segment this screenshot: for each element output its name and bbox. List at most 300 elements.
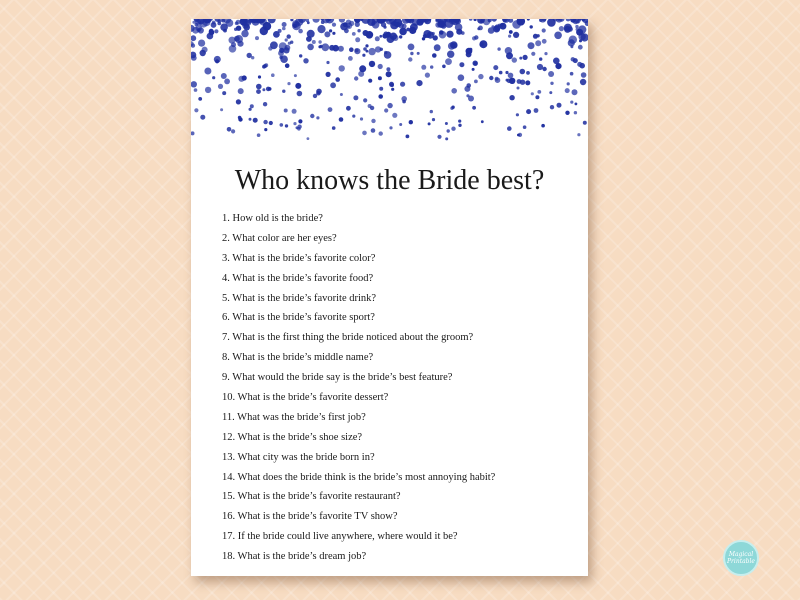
confetti-dot [527, 19, 530, 21]
confetti-dot [224, 79, 230, 85]
confetti-dot [542, 28, 546, 32]
confetti-dot [221, 73, 227, 79]
confetti-dot [299, 54, 302, 57]
question-item: 1. How old is the bride? [222, 213, 323, 224]
confetti-dot [306, 36, 312, 42]
confetti-dot [191, 81, 197, 87]
confetti-dot [507, 79, 512, 84]
confetti-dot [295, 83, 301, 89]
confetti-dot [399, 35, 402, 38]
confetti-dot [458, 120, 461, 123]
confetti-dot [316, 89, 322, 95]
confetti-dot [430, 110, 433, 113]
confetti-dot [423, 30, 431, 38]
confetti-dot [575, 103, 578, 106]
confetti-dot [520, 69, 526, 75]
confetti-dot [383, 26, 386, 29]
confetti-dot [264, 128, 267, 131]
confetti-dot [577, 133, 580, 136]
confetti-dot [451, 127, 455, 131]
confetti-dot [384, 51, 392, 59]
confetti-dot [360, 117, 363, 120]
confetti-dot [386, 32, 392, 38]
confetti-dot [238, 116, 242, 120]
confetti-dot [430, 65, 433, 68]
confetti-dot [285, 38, 288, 41]
confetti-dot [349, 47, 354, 52]
confetti-dot [202, 47, 208, 53]
confetti-dot [287, 34, 291, 38]
confetti-dot [578, 45, 583, 50]
confetti-dot [288, 42, 291, 45]
confetti-dot [366, 31, 374, 39]
card-title: Who knows the Bride best? [234, 165, 545, 196]
confetti-dot [512, 57, 517, 62]
question-item: 13. What city was the bride born in? [222, 451, 375, 463]
confetti-dot [474, 80, 478, 84]
confetti-dot [528, 42, 535, 49]
question-item: 18. What is the bride’s dream job? [222, 551, 367, 563]
confetti-dot [406, 135, 410, 139]
confetti-dot [416, 80, 422, 86]
confetti-dot [249, 108, 252, 111]
confetti-dot [541, 124, 545, 128]
confetti-dot [326, 72, 331, 77]
confetti-dot [390, 83, 394, 87]
confetti-dot [191, 35, 196, 41]
confetti-dot [459, 62, 464, 67]
confetti-dot [194, 88, 198, 92]
confetti-dot [285, 63, 290, 68]
confetti-dot [559, 26, 564, 31]
confetti-dot [262, 88, 265, 91]
question-item: 7. What is the first thing the bride noticed about the groom? [222, 332, 474, 344]
confetti-dot [258, 75, 261, 78]
confetti-dot [378, 76, 382, 80]
confetti-dot [566, 19, 571, 21]
confetti-dot [238, 88, 244, 94]
confetti-dot [234, 36, 240, 42]
confetti-dot [481, 120, 484, 123]
confetti-dot [570, 101, 573, 104]
confetti-dot [478, 74, 483, 79]
confetti-dot [236, 26, 241, 31]
confetti-dot [447, 51, 454, 58]
confetti-dot [572, 89, 578, 95]
confetti-dot [307, 44, 314, 51]
confetti-dot [198, 97, 202, 101]
confetti-dot [205, 87, 211, 93]
confetti-dot [495, 77, 499, 81]
confetti-dot [523, 55, 528, 60]
confetti-dot [217, 22, 221, 26]
question-item: 15. What is the bride’s favorite restaurant? [222, 491, 401, 503]
confetti-dot [491, 25, 494, 28]
confetti-dot [433, 35, 438, 40]
confetti-dot [371, 119, 375, 123]
question-item: 14. What does the bride think is the bride’s most annoying habit? [222, 471, 496, 483]
confetti-dot [298, 29, 303, 34]
confetti-dot [508, 35, 511, 38]
confetti-dot [379, 87, 383, 91]
confetti-dot [581, 72, 587, 78]
confetti-dot [375, 36, 380, 41]
question-item: 5. What is the bride’s favorite drink? [222, 292, 377, 304]
confetti-dot [214, 29, 218, 33]
question-item: 17. If the bride could live anywhere, where would it be? [222, 531, 458, 543]
question-item: 10. What is the bride’s favorite dessert? [222, 392, 389, 404]
confetti-dot [535, 95, 539, 99]
question-list [222, 209, 495, 567]
confetti-dot [556, 19, 563, 23]
confetti-dot [379, 131, 383, 135]
confetti-dot [332, 126, 336, 130]
confetti-dot [271, 73, 275, 77]
confetti-dot [194, 108, 198, 112]
confetti-dot [519, 57, 522, 60]
confetti-dot [307, 137, 310, 140]
confetti-dot [499, 71, 503, 75]
confetti-dot [318, 40, 321, 43]
confetti-dot [321, 20, 325, 24]
confetti-dot [461, 31, 465, 35]
confetti-dot [278, 29, 282, 33]
confetti-dot [253, 118, 258, 123]
confetti-dot [421, 65, 426, 70]
confetti-dot [466, 94, 469, 97]
confetti-dot [577, 62, 582, 67]
confetti-dot [368, 104, 372, 108]
confetti-dot [410, 52, 413, 55]
confetti-dot [469, 19, 473, 21]
confetti-dot [293, 122, 296, 125]
confetti-dot [525, 80, 530, 85]
confetti-dot [279, 56, 282, 59]
confetti-dot [215, 59, 219, 63]
confetti-dot [365, 44, 368, 47]
brand-logo[interactable] [723, 540, 759, 576]
confetti-dot [371, 128, 376, 133]
confetti-dot [392, 113, 397, 118]
confetti-dot [506, 52, 513, 59]
confetti-dot [439, 31, 447, 39]
confetti-dot [445, 58, 452, 65]
confetti-dot [542, 39, 547, 44]
confetti-dot [263, 64, 267, 68]
confetti-dot [294, 74, 297, 77]
confetti-dot [260, 27, 268, 35]
question-item: 6. What is the bride’s favorite sport? [222, 312, 375, 324]
confetti-dot [340, 23, 348, 31]
confetti-dot [451, 88, 457, 94]
confetti-dot [474, 19, 477, 21]
confetti-dot [328, 107, 333, 112]
confetti-dot [526, 71, 530, 75]
confetti-dot [363, 98, 367, 102]
question-item: 2. What color are her eyes? [222, 232, 337, 244]
confetti-dot [417, 52, 420, 55]
confetti-dot [317, 25, 325, 33]
confetti-dot [526, 109, 531, 114]
confetti-dot [282, 27, 286, 31]
confetti-dot [392, 35, 398, 41]
confetti-dot [386, 71, 392, 77]
confetti-dot [191, 55, 197, 61]
confetti-dot [508, 19, 513, 23]
confetti-dot [340, 93, 343, 96]
confetti-dot [447, 129, 450, 132]
confetti-dot [544, 52, 547, 55]
confetti-dot [567, 82, 570, 85]
confetti-dot [279, 48, 284, 53]
confetti-dot [537, 90, 541, 94]
question-item: 8. What is the bride’s middle name? [222, 352, 374, 364]
confetti-dot [312, 40, 316, 44]
confetti-dot [435, 19, 438, 22]
confetti-dot [251, 56, 254, 59]
confetti-dot [242, 75, 247, 80]
confetti-dot [195, 19, 201, 25]
confetti-dot [212, 21, 216, 25]
confetti-dot [378, 64, 383, 69]
confetti-dot [297, 125, 301, 129]
confetti-dot [256, 89, 261, 94]
confetti-dot [307, 21, 310, 24]
confetti-dot [492, 19, 497, 22]
confetti-dot [332, 45, 339, 52]
confetti-dot [489, 76, 493, 80]
confetti-dot [326, 61, 329, 64]
confetti-dot [451, 43, 457, 49]
question-item: 11. What was the bride’s first job? [222, 411, 366, 423]
confetti-dot [437, 135, 441, 139]
confetti-dot [257, 133, 261, 137]
confetti-dot [432, 32, 435, 35]
confetti-dot [191, 131, 195, 135]
confetti-dot [218, 84, 223, 89]
confetti-dot [575, 25, 578, 28]
confetti-dot [227, 127, 232, 132]
confetti-dot [352, 115, 355, 118]
confetti-dot [263, 120, 267, 124]
question-item: 3. What is the bride’s favorite color? [222, 252, 376, 264]
confetti-dot [402, 100, 406, 104]
logo-text-line2: Printable [727, 558, 755, 565]
confetti-dot [266, 87, 271, 92]
confetti-dot [568, 39, 575, 46]
confetti-dot [409, 27, 416, 34]
confetti-dot [368, 79, 372, 83]
confetti-dot [209, 29, 214, 34]
confetti-dot [392, 23, 395, 26]
confetti-dot [355, 22, 360, 27]
confetti-dot [513, 32, 519, 38]
confetti-dot [384, 108, 388, 112]
confetti-dot [539, 57, 542, 60]
confetti-dot [536, 34, 539, 37]
confetti-dot [313, 19, 320, 23]
confetti-dot [318, 45, 321, 48]
confetti-dot [537, 64, 543, 70]
confetti-dot [391, 88, 394, 91]
confetti-dot [517, 87, 520, 90]
confetti-dot [241, 30, 248, 37]
confetti-dot [379, 35, 382, 38]
confetti-dot [464, 86, 470, 92]
confetti-dot [509, 95, 514, 100]
confetti-dot [355, 48, 359, 52]
confetti-dot [438, 20, 446, 28]
confetti-dot [409, 120, 413, 124]
confetti-dot [550, 105, 554, 109]
confetti-dot [508, 73, 514, 79]
confetti-dot [284, 109, 288, 113]
confetti-dot [399, 123, 402, 126]
confetti-dot [408, 57, 412, 61]
confetti-dot [352, 32, 356, 36]
confetti-dot [399, 28, 407, 36]
confetti-dot [335, 77, 340, 82]
confetti-dot [354, 76, 358, 80]
confetti-dot [256, 84, 262, 90]
confetti-dot [400, 82, 405, 87]
confetti-dot [339, 65, 345, 71]
confetti-dot [570, 72, 574, 76]
confetti-dot [472, 68, 475, 71]
confetti-decoration [191, 19, 588, 159]
confetti-dot [346, 106, 351, 111]
confetti-dot [445, 122, 448, 125]
confetti-dot [534, 108, 539, 113]
confetti-dot [473, 61, 478, 66]
confetti-dot [220, 23, 228, 31]
confetti-dot [191, 43, 195, 47]
logo-text-line1: Magical [728, 551, 754, 558]
confetti-dot [497, 47, 500, 50]
confetti-dot [466, 48, 473, 55]
confetti-dot [516, 113, 519, 116]
confetti-dot [287, 82, 290, 85]
confetti-dot [378, 94, 383, 99]
confetti-dot [517, 134, 520, 137]
confetti-dot [280, 123, 284, 127]
confetti-dot [564, 27, 568, 31]
confetti-dot [255, 36, 259, 40]
question-item: 12. What is the bride’s shoe size? [222, 431, 363, 443]
confetti-dot [285, 124, 288, 127]
confetti-dot [297, 91, 303, 97]
confetti-dot [292, 109, 297, 114]
confetti-dot [507, 126, 512, 131]
confetti-dot [523, 125, 527, 129]
confetti-dot [432, 53, 437, 58]
confetti-dot [282, 22, 287, 27]
confetti-dot [368, 48, 375, 55]
confetti-dot [549, 91, 552, 94]
confetti-dot [282, 90, 285, 93]
confetti-dot [263, 102, 267, 106]
confetti-dot [353, 95, 358, 100]
confetti-dot [380, 48, 383, 51]
confetti-dot [200, 115, 205, 120]
confetti-dot [362, 54, 365, 57]
confetti-dot [509, 30, 513, 34]
confetti-dot [358, 71, 364, 77]
question-item: 9. What would the bride say is the bride’s best feature? [222, 372, 453, 384]
confetti-dot [204, 68, 211, 75]
confetti-dot [408, 44, 415, 51]
confetti-dot [422, 37, 425, 40]
confetti-dot [565, 111, 569, 115]
confetti-dot [212, 76, 215, 79]
confetti-dot [389, 126, 392, 129]
confetti-dot [222, 91, 226, 95]
confetti-dot [530, 25, 533, 28]
confetti-dot [198, 40, 205, 47]
confetti-dot [446, 31, 453, 38]
confetti-dot [303, 58, 308, 63]
confetti-dot [249, 118, 252, 121]
confetti-dot [478, 26, 483, 31]
confetti-dot [548, 71, 554, 77]
confetti-dot [531, 52, 535, 56]
confetti-dot [362, 131, 367, 136]
confetti-dot [332, 32, 335, 35]
confetti-dot [578, 25, 586, 33]
confetti-dot [574, 111, 577, 114]
confetti-dot [583, 121, 587, 125]
confetti-dot [434, 44, 441, 51]
confetti-dot [330, 82, 336, 88]
confetti-dot [445, 137, 448, 140]
confetti-dot [229, 45, 237, 53]
confetti-dot [298, 119, 302, 123]
confetti-dot [555, 63, 561, 69]
game-card [191, 19, 588, 576]
confetti-dot [505, 71, 508, 74]
confetti-dot [237, 41, 243, 47]
confetti-dot [250, 104, 254, 108]
confetti-dot [329, 29, 332, 32]
confetti-dot [355, 37, 360, 42]
confetti-dot [458, 74, 465, 81]
confetti-dot [292, 21, 301, 30]
confetti-dot [369, 61, 375, 67]
confetti-dot [236, 99, 241, 104]
confetti-dot [531, 92, 534, 95]
confetti-dot [339, 117, 344, 122]
confetti-dot [472, 106, 476, 110]
confetti-dot [197, 28, 201, 32]
confetti-dot [535, 40, 541, 46]
confetti-dot [316, 116, 319, 119]
confetti-dot [493, 65, 498, 70]
confetti-dot [270, 41, 278, 49]
confetti-dot [565, 88, 570, 93]
question-item: 16. What is the bride’s favorite TV show? [222, 511, 398, 523]
confetti-dot [432, 118, 435, 121]
confetti-dot [557, 103, 562, 108]
confetti-dot [474, 35, 478, 39]
confetti-dot [387, 103, 392, 108]
confetti-dot [357, 29, 360, 32]
confetti-dot [324, 31, 330, 37]
confetti-dot [332, 23, 336, 27]
confetti-dot [520, 80, 525, 85]
confetti-dot [310, 114, 314, 118]
confetti-dot [442, 65, 446, 69]
confetti-dot [363, 47, 367, 51]
